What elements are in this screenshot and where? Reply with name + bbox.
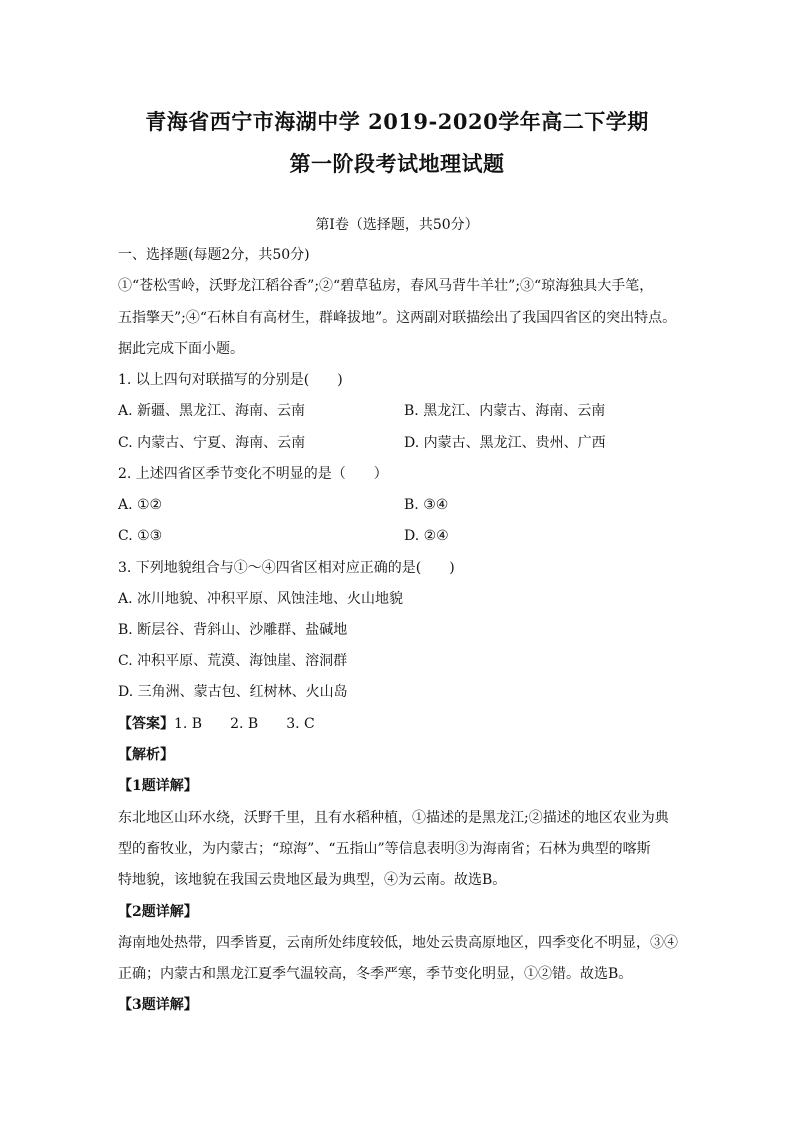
question-3-option-c: C. 冲积平原、荒漠、海蚀崖、溶洞群 [118,653,348,669]
question-1-option-d: D. 内蒙古、黑龙江、贵州、广西 [404,435,606,451]
volume-header: 第Ⅰ卷（选择题，共50分） [315,217,479,233]
question-3-option-b: B. 断层谷、背斜山、沙雕群、盐碱地 [118,622,348,638]
detail-2-label: 【2题详解】 [118,904,198,920]
answer-label: 【答案】 [118,716,174,732]
question-2-option-d: D. ②④ [404,528,449,544]
detail-2-line-1: 海南地处热带，四季皆夏，云南所处纬度较低，地处云贵高原地区，四季变化不明显，③④ [118,935,678,951]
question-1-option-b: B. 黑龙江、内蒙古、海南、云南 [404,403,606,419]
question-3-option-d: D. 三角洲、蒙古包、红树林、火山岛 [118,684,348,700]
question-3-stem: 3. 下列地貌组合与①～④四省区相对应正确的是( ) [118,560,455,576]
passage-line-2: 五指擎天”;④“石林自有高材生，群峰拔地”。这两副对联描绘出了我国四省区的突出特点。 [118,310,677,326]
question-1-option-a: A. 新疆、黑龙江、海南、云南 [118,403,306,419]
detail-1-line-3: 特地貌，该地貌在我国云贵地区最为典型，④为云南。故选B。 [118,872,507,888]
detail-1-line-2: 型的畜牧业，为内蒙古；“琼海”、“五指山”等信息表明③为海南省；石林为典型的喀斯 [118,841,651,857]
detail-1-label: 【1题详解】 [118,778,198,794]
section-header: 一、选择题(每题2分，共50分) [118,247,310,263]
passage-line-3: 据此完成下面小题。 [118,341,244,357]
answer-row [118,714,315,734]
question-1-option-c: C. 内蒙古、宁夏、海南、云南 [118,435,306,451]
question-2-option-a: A. ①② [118,497,163,513]
question-3-option-a: A. 冰川地貌、冲积平原、风蚀洼地、火山地貌 [118,591,404,607]
question-2-option-c: C. ①③ [118,528,163,544]
question-2-stem: 2. 上述四省区季节变化不明显的是（ ） [118,466,388,482]
passage-line-1: ①“苍松雪岭，沃野龙江稻谷香”;②“碧草毡房，春风马背牛羊壮”;③“琼海独具大手笔， [118,278,654,294]
question-1-stem: 1. 以上四句对联描写的分别是( ) [118,372,343,388]
analysis-label: 【解析】 [118,747,174,763]
exam-title-line2: 第一阶段考试地理试题 [289,151,505,176]
detail-1-line-1: 东北地区山环水绕，沃野千里，且有水稻种植，①描述的是黑龙江;②描述的地区农业为典 [118,810,669,826]
detail-2-line-2: 正确；内蒙古和黑龙江夏季气温较高，冬季严寒，季节变化明显，①②错。故选B。 [118,966,633,982]
answer-text: 1. B 2. B 3. C [174,716,315,732]
exam-title-line1: 青海省西宁市海湖中学 2019-2020学年高二下学期 [145,109,649,134]
detail-3-label: 【3题详解】 [118,997,198,1013]
question-2-option-b: B. ③④ [404,497,449,513]
